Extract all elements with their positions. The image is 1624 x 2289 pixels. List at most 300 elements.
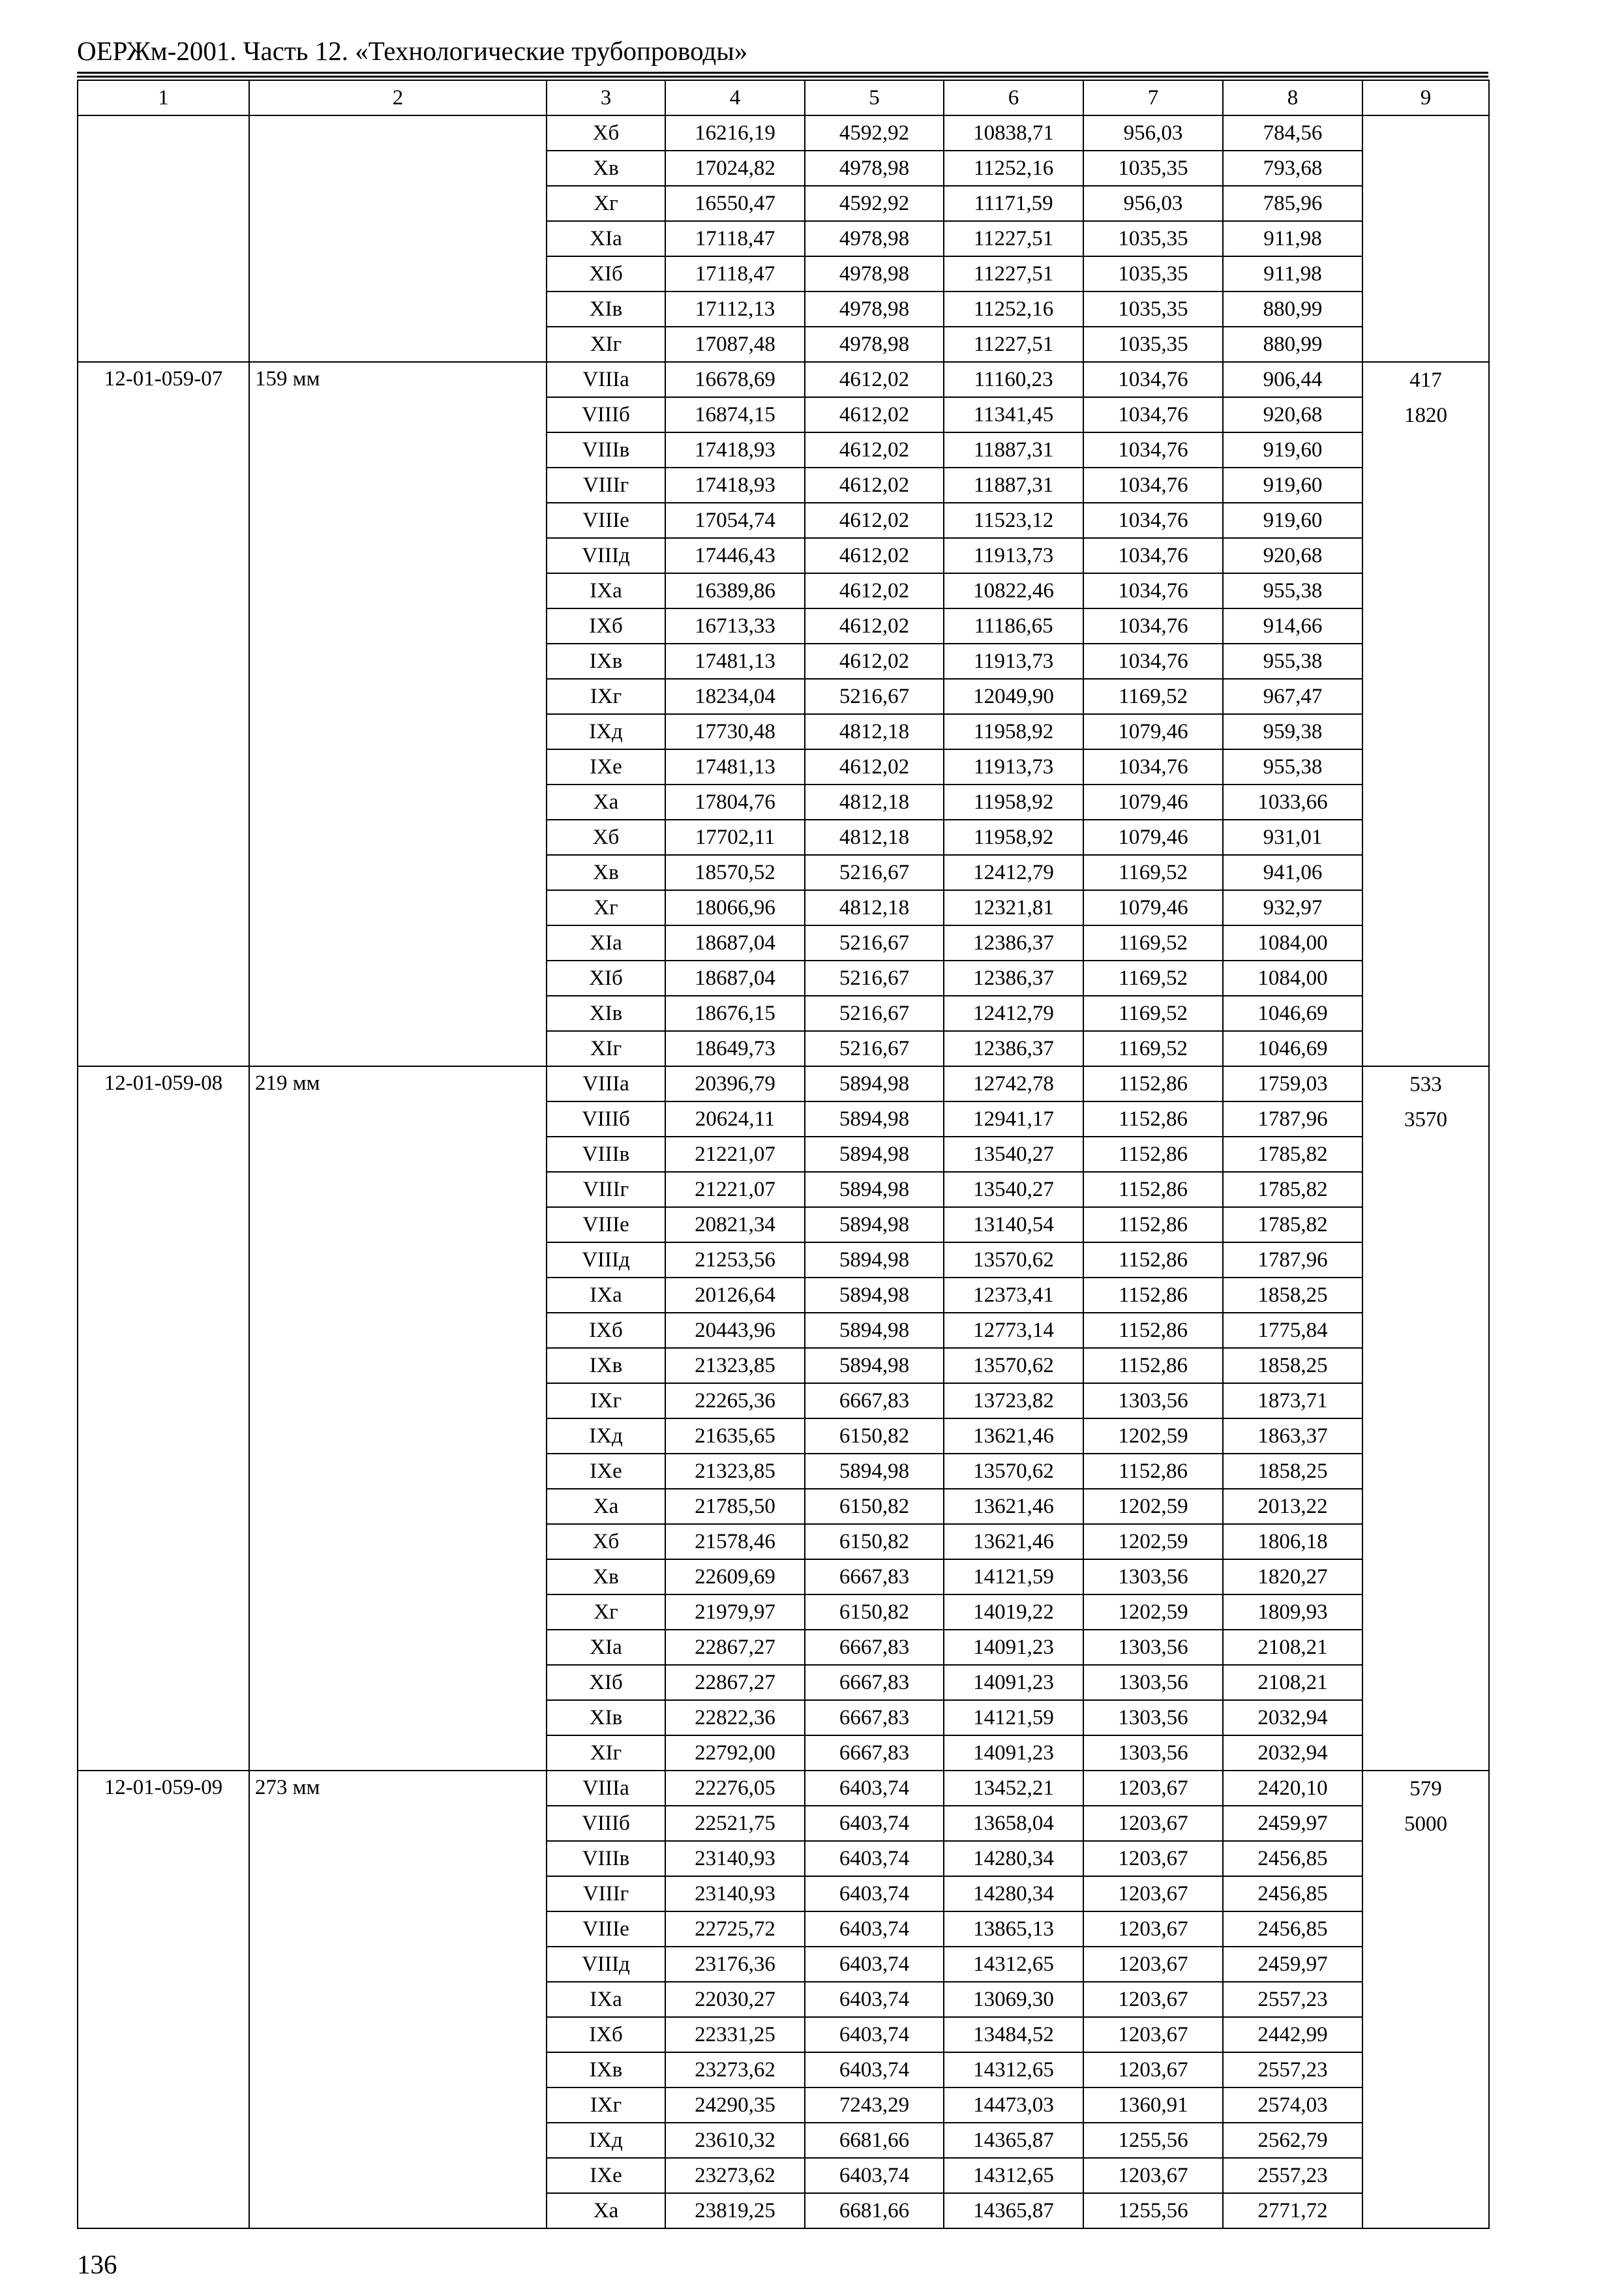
column-9-cell [1362,1771,1489,2228]
labor-cost-cell: 5216,67 [805,996,944,1031]
total-cost-cell: 17112,13 [665,292,805,327]
category-cell: Xб [547,115,665,151]
total-cost-cell: 22609,69 [665,1559,805,1594]
labor-cost-cell: 7243,29 [805,2087,944,2123]
materials-cost-cell: 1785,82 [1223,1207,1362,1242]
materials-cost-cell: 880,99 [1223,327,1362,362]
machine-cost-cell: 11913,73 [944,749,1083,785]
operator-wage-cell: 1152,86 [1083,1313,1223,1348]
category-cell: XIг [547,1031,665,1066]
materials-cost-cell: 2557,23 [1223,1982,1362,2017]
total-cost-cell: 22867,27 [665,1630,805,1665]
labor-cost-cell: 6403,74 [805,1841,944,1876]
operator-wage-cell: 1034,76 [1083,397,1223,432]
labor-cost-cell: 5216,67 [805,855,944,890]
column-9-value: 579 [1409,1777,1442,1801]
column-number: 6 [944,80,1083,115]
total-cost-cell: 22030,27 [665,1982,805,2017]
total-cost-cell: 16216,19 [665,115,805,151]
category-cell: IXб [547,608,665,644]
materials-cost-cell: 1863,37 [1223,1418,1362,1454]
category-cell: VIIIг [547,1876,665,1911]
category-cell: Xа [547,1489,665,1524]
labor-cost-cell: 4612,02 [805,503,944,538]
category-cell: VIIIд [547,1947,665,1982]
materials-cost-cell: 955,38 [1223,573,1362,608]
operator-wage-cell: 1255,56 [1083,2123,1223,2158]
machine-cost-cell: 11341,45 [944,397,1083,432]
category-cell: IXг [547,2087,665,2123]
materials-cost-cell: 941,06 [1223,855,1362,890]
materials-cost-cell: 2459,97 [1223,1947,1362,1982]
materials-cost-cell: 932,97 [1223,890,1362,925]
materials-cost-cell: 959,38 [1223,714,1362,749]
operator-wage-cell: 1152,86 [1083,1207,1223,1242]
total-cost-cell: 20396,79 [665,1066,805,1101]
machine-cost-cell: 11227,51 [944,256,1083,292]
labor-cost-cell: 4592,92 [805,115,944,151]
category-cell: Xб [547,1524,665,1559]
labor-cost-cell: 6667,83 [805,1735,944,1771]
operator-wage-cell: 1034,76 [1083,432,1223,468]
operator-wage-cell: 1203,67 [1083,1947,1223,1982]
labor-cost-cell: 4612,02 [805,397,944,432]
category-cell: Xв [547,855,665,890]
category-cell: XIа [547,221,665,256]
total-cost-cell: 16874,15 [665,397,805,432]
materials-cost-cell: 1806,18 [1223,1524,1362,1559]
machine-cost-cell: 14091,23 [944,1735,1083,1771]
total-cost-cell: 23176,36 [665,1947,805,1982]
page-header-title: ОЕРЖм-2001. Часть 12. «Технологические трубопроводы» [77,36,748,66]
labor-cost-cell: 4978,98 [805,256,944,292]
column-number-row [78,80,1489,115]
operator-wage-cell: 1203,67 [1083,2158,1223,2193]
machine-cost-cell: 13570,62 [944,1348,1083,1383]
column-9-value: 3570 [1404,1108,1447,1131]
labor-cost-cell: 6667,83 [805,1665,944,1700]
category-cell: VIIIе [547,1911,665,1947]
machine-cost-cell: 14280,34 [944,1876,1083,1911]
machine-cost-cell: 10822,46 [944,573,1083,608]
total-cost-cell: 22521,75 [665,1806,805,1841]
materials-cost-cell: 1084,00 [1223,925,1362,961]
rate-code-cell: 12-01-059-09 [78,1771,249,2228]
machine-cost-cell: 13570,62 [944,1454,1083,1489]
labor-cost-cell: 4978,98 [805,327,944,362]
operator-wage-cell: 1152,86 [1083,1137,1223,1172]
operator-wage-cell: 1169,52 [1083,855,1223,890]
labor-cost-cell: 6150,82 [805,1524,944,1559]
machine-cost-cell: 13484,52 [944,2017,1083,2052]
machine-cost-cell: 11913,73 [944,644,1083,679]
materials-cost-cell: 1820,27 [1223,1559,1362,1594]
labor-cost-cell: 6681,66 [805,2193,944,2228]
machine-cost-cell: 11252,16 [944,292,1083,327]
operator-wage-cell: 1203,67 [1083,1982,1223,2017]
materials-cost-cell: 1858,25 [1223,1454,1362,1489]
operator-wage-cell: 1203,67 [1083,1806,1223,1841]
total-cost-cell: 22867,27 [665,1665,805,1700]
machine-cost-cell: 13621,46 [944,1524,1083,1559]
category-cell: VIIIа [547,1066,665,1101]
operator-wage-cell: 1202,59 [1083,1489,1223,1524]
labor-cost-cell: 4978,98 [805,292,944,327]
column-9-value: 1820 [1404,404,1447,427]
table-row [78,1771,1489,1806]
materials-cost-cell: 2771,72 [1223,2193,1362,2228]
labor-cost-cell: 4612,02 [805,644,944,679]
category-cell: Xб [547,820,665,855]
total-cost-cell: 18570,52 [665,855,805,890]
labor-cost-cell: 4612,02 [805,573,944,608]
category-cell: IXв [547,644,665,679]
category-cell: Xв [547,151,665,186]
machine-cost-cell: 14091,23 [944,1630,1083,1665]
category-cell: XIа [547,925,665,961]
materials-cost-cell: 919,60 [1223,503,1362,538]
machine-cost-cell: 11913,73 [944,538,1083,573]
total-cost-cell: 16550,47 [665,186,805,221]
materials-cost-cell: 955,38 [1223,749,1362,785]
materials-cost-cell: 2032,94 [1223,1735,1362,1771]
operator-wage-cell: 1303,56 [1083,1630,1223,1665]
operator-wage-cell: 1203,67 [1083,1841,1223,1876]
machine-cost-cell: 11227,51 [944,221,1083,256]
labor-cost-cell: 6150,82 [805,1489,944,1524]
materials-cost-cell: 2456,85 [1223,1841,1362,1876]
category-cell: VIIIв [547,1841,665,1876]
labor-cost-cell: 5894,98 [805,1137,944,1172]
column-9-cell [1362,1066,1489,1771]
labor-cost-cell: 4812,18 [805,785,944,820]
category-cell: VIIIе [547,1207,665,1242]
machine-cost-cell: 14365,87 [944,2193,1083,2228]
machine-cost-cell: 12412,79 [944,996,1083,1031]
total-cost-cell: 17118,47 [665,256,805,292]
materials-cost-cell: 2459,97 [1223,1806,1362,1841]
category-cell: Xг [547,890,665,925]
operator-wage-cell: 1035,35 [1083,327,1223,362]
operator-wage-cell: 1034,76 [1083,362,1223,397]
materials-cost-cell: 911,98 [1223,256,1362,292]
machine-cost-cell: 13540,27 [944,1137,1083,1172]
column-number: 7 [1083,80,1223,115]
total-cost-cell: 23819,25 [665,2193,805,2228]
materials-cost-cell: 2108,21 [1223,1630,1362,1665]
category-cell: VIIIв [547,1137,665,1172]
operator-wage-cell: 1034,76 [1083,749,1223,785]
materials-cost-cell: 1033,66 [1223,785,1362,820]
operator-wage-cell: 1169,52 [1083,1031,1223,1066]
category-cell: VIIIг [547,1172,665,1207]
category-cell: Xа [547,785,665,820]
labor-cost-cell: 6667,83 [805,1559,944,1594]
labor-cost-cell: 6403,74 [805,1982,944,2017]
operator-wage-cell: 1203,67 [1083,1876,1223,1911]
labor-cost-cell: 6667,83 [805,1630,944,1665]
labor-cost-cell: 6150,82 [805,1594,944,1630]
labor-cost-cell: 5894,98 [805,1207,944,1242]
materials-cost-cell: 880,99 [1223,292,1362,327]
machine-cost-cell: 14365,87 [944,2123,1083,2158]
labor-cost-cell: 5894,98 [805,1242,944,1278]
machine-cost-cell: 14312,65 [944,2052,1083,2087]
category-cell: XIв [547,996,665,1031]
total-cost-cell: 17702,11 [665,820,805,855]
machine-cost-cell: 12773,14 [944,1313,1083,1348]
machine-cost-cell: 13621,46 [944,1489,1083,1524]
column-9-cell [1362,115,1489,362]
category-cell: XIв [547,292,665,327]
column-number: 1 [78,80,249,115]
total-cost-cell: 20821,34 [665,1207,805,1242]
materials-cost-cell: 914,66 [1223,608,1362,644]
column-number: 3 [547,80,665,115]
labor-cost-cell: 6403,74 [805,2158,944,2193]
machine-cost-cell: 13140,54 [944,1207,1083,1242]
column-number: 8 [1223,80,1362,115]
total-cost-cell: 21323,85 [665,1454,805,1489]
rates-table [77,80,1490,2229]
total-cost-cell: 17804,76 [665,785,805,820]
machine-cost-cell: 12386,37 [944,925,1083,961]
labor-cost-cell: 6150,82 [805,1418,944,1454]
machine-cost-cell: 12742,78 [944,1066,1083,1101]
machine-cost-cell: 10838,71 [944,115,1083,151]
labor-cost-cell: 5216,67 [805,961,944,996]
total-cost-cell: 16713,33 [665,608,805,644]
materials-cost-cell: 1775,84 [1223,1313,1362,1348]
materials-cost-cell: 955,38 [1223,644,1362,679]
category-cell: IXе [547,749,665,785]
total-cost-cell: 22792,00 [665,1735,805,1771]
materials-cost-cell: 793,68 [1223,151,1362,186]
total-cost-cell: 22822,36 [665,1700,805,1735]
total-cost-cell: 24290,35 [665,2087,805,2123]
materials-cost-cell: 919,60 [1223,468,1362,503]
materials-cost-cell: 785,96 [1223,186,1362,221]
operator-wage-cell: 1169,52 [1083,961,1223,996]
machine-cost-cell: 13570,62 [944,1242,1083,1278]
category-cell: VIIIд [547,1242,665,1278]
labor-cost-cell: 5216,67 [805,925,944,961]
category-cell: VIIIа [547,1771,665,1806]
category-cell: IXб [547,2017,665,2052]
total-cost-cell: 21221,07 [665,1137,805,1172]
machine-cost-cell: 14121,59 [944,1700,1083,1735]
rate-code-cell: 12-01-059-08 [78,1066,249,1771]
operator-wage-cell: 1152,86 [1083,1242,1223,1278]
machine-cost-cell: 13069,30 [944,1982,1083,2017]
category-cell: VIIIа [547,362,665,397]
machine-cost-cell: 14473,03 [944,2087,1083,2123]
total-cost-cell: 23273,62 [665,2158,805,2193]
machine-cost-cell: 11227,51 [944,327,1083,362]
category-cell: VIIIб [547,1806,665,1841]
category-cell: VIIIв [547,432,665,468]
total-cost-cell: 21635,65 [665,1418,805,1454]
operator-wage-cell: 1152,86 [1083,1454,1223,1489]
materials-cost-cell: 2557,23 [1223,2052,1362,2087]
labor-cost-cell: 5894,98 [805,1454,944,1489]
materials-cost-cell: 2456,85 [1223,1911,1362,1947]
materials-cost-cell: 2013,22 [1223,1489,1362,1524]
materials-cost-cell: 1809,93 [1223,1594,1362,1630]
category-cell: IXв [547,1348,665,1383]
operator-wage-cell: 1034,76 [1083,573,1223,608]
category-cell: IXг [547,1383,665,1418]
operator-wage-cell: 1152,86 [1083,1101,1223,1137]
operator-wage-cell: 1035,35 [1083,292,1223,327]
materials-cost-cell: 1785,82 [1223,1137,1362,1172]
machine-cost-cell: 13452,21 [944,1771,1083,1806]
operator-wage-cell: 1203,67 [1083,1771,1223,1806]
total-cost-cell: 18234,04 [665,679,805,714]
machine-cost-cell: 14091,23 [944,1665,1083,1700]
total-cost-cell: 23140,93 [665,1841,805,1876]
category-cell: IXд [547,2123,665,2158]
machine-cost-cell: 11171,59 [944,186,1083,221]
materials-cost-cell: 2032,94 [1223,1700,1362,1735]
materials-cost-cell: 920,68 [1223,397,1362,432]
materials-cost-cell: 920,68 [1223,538,1362,573]
operator-wage-cell: 956,03 [1083,115,1223,151]
total-cost-cell: 21221,07 [665,1172,805,1207]
operator-wage-cell: 1152,86 [1083,1348,1223,1383]
total-cost-cell: 16389,86 [665,573,805,608]
labor-cost-cell: 4978,98 [805,151,944,186]
labor-cost-cell: 6403,74 [805,1876,944,1911]
labor-cost-cell: 6403,74 [805,1806,944,1841]
machine-cost-cell: 13865,13 [944,1911,1083,1947]
total-cost-cell: 20126,64 [665,1278,805,1313]
machine-cost-cell: 12386,37 [944,1031,1083,1066]
materials-cost-cell: 1785,82 [1223,1172,1362,1207]
pipe-diameter-cell: 219 мм [249,1066,547,1771]
table-body [78,115,1489,2228]
total-cost-cell: 18676,15 [665,996,805,1031]
table-row [78,362,1489,397]
category-cell: Xа [547,2193,665,2228]
category-cell: IXб [547,1313,665,1348]
machine-cost-cell: 14312,65 [944,1947,1083,1982]
operator-wage-cell: 1152,86 [1083,1278,1223,1313]
total-cost-cell: 17024,82 [665,151,805,186]
pipe-diameter-cell: 159 мм [249,362,547,1066]
total-cost-cell: 18649,73 [665,1031,805,1066]
materials-cost-cell: 911,98 [1223,221,1362,256]
labor-cost-cell: 5894,98 [805,1172,944,1207]
total-cost-cell: 20624,11 [665,1101,805,1137]
labor-cost-cell: 6403,74 [805,2017,944,2052]
materials-cost-cell: 2442,99 [1223,2017,1362,2052]
total-cost-cell: 17054,74 [665,503,805,538]
labor-cost-cell: 4592,92 [805,186,944,221]
labor-cost-cell: 5894,98 [805,1278,944,1313]
total-cost-cell: 22265,36 [665,1383,805,1418]
category-cell: IXд [547,1418,665,1454]
materials-cost-cell: 931,01 [1223,820,1362,855]
machine-cost-cell: 14312,65 [944,2158,1083,2193]
materials-cost-cell: 1787,96 [1223,1101,1362,1137]
labor-cost-cell: 4978,98 [805,221,944,256]
materials-cost-cell: 906,44 [1223,362,1362,397]
labor-cost-cell: 5894,98 [805,1348,944,1383]
total-cost-cell: 18066,96 [665,890,805,925]
materials-cost-cell: 2562,79 [1223,2123,1362,2158]
machine-cost-cell: 13723,82 [944,1383,1083,1418]
category-cell: VIIIг [547,468,665,503]
total-cost-cell: 22276,05 [665,1771,805,1806]
labor-cost-cell: 6681,66 [805,2123,944,2158]
total-cost-cell: 17481,13 [665,749,805,785]
materials-cost-cell: 1046,69 [1223,1031,1362,1066]
operator-wage-cell: 1035,35 [1083,151,1223,186]
machine-cost-cell: 11523,12 [944,503,1083,538]
materials-cost-cell: 1759,03 [1223,1066,1362,1101]
pipe-diameter-cell [249,115,547,362]
operator-wage-cell: 1034,76 [1083,503,1223,538]
category-cell: XIв [547,1700,665,1735]
machine-cost-cell: 14121,59 [944,1559,1083,1594]
operator-wage-cell: 1079,46 [1083,785,1223,820]
column-9-cell [1362,362,1489,1066]
operator-wage-cell: 1202,59 [1083,1594,1223,1630]
materials-cost-cell: 1046,69 [1223,996,1362,1031]
operator-wage-cell: 1202,59 [1083,1418,1223,1454]
rate-code-cell [78,115,249,362]
labor-cost-cell: 4612,02 [805,538,944,573]
operator-wage-cell: 1203,67 [1083,2052,1223,2087]
machine-cost-cell: 12373,41 [944,1278,1083,1313]
operator-wage-cell: 1303,56 [1083,1559,1223,1594]
operator-wage-cell: 1034,76 [1083,608,1223,644]
category-cell: IXа [547,1278,665,1313]
operator-wage-cell: 1169,52 [1083,996,1223,1031]
total-cost-cell: 22725,72 [665,1911,805,1947]
labor-cost-cell: 4612,02 [805,432,944,468]
operator-wage-cell: 1203,67 [1083,2017,1223,2052]
total-cost-cell: 18687,04 [665,925,805,961]
column-9-value: 417 [1409,368,1442,392]
column-number: 5 [805,80,944,115]
category-cell: VIIIд [547,538,665,573]
materials-cost-cell: 784,56 [1223,115,1362,151]
operator-wage-cell: 1169,52 [1083,925,1223,961]
total-cost-cell: 23273,62 [665,2052,805,2087]
category-cell: VIIIб [547,1101,665,1137]
materials-cost-cell: 1084,00 [1223,961,1362,996]
table-row [78,115,1489,151]
operator-wage-cell: 1035,35 [1083,221,1223,256]
materials-cost-cell: 919,60 [1223,432,1362,468]
labor-cost-cell: 4612,02 [805,362,944,397]
labor-cost-cell: 5894,98 [805,1101,944,1137]
header-rule-top [77,72,1488,74]
operator-wage-cell: 1034,76 [1083,644,1223,679]
category-cell: IXа [547,1982,665,2017]
materials-cost-cell: 2574,03 [1223,2087,1362,2123]
materials-cost-cell: 1873,71 [1223,1383,1362,1418]
category-cell: XIб [547,961,665,996]
total-cost-cell: 17446,43 [665,538,805,573]
labor-cost-cell: 6403,74 [805,2052,944,2087]
total-cost-cell: 23610,32 [665,2123,805,2158]
machine-cost-cell: 11958,92 [944,785,1083,820]
category-cell: XIг [547,327,665,362]
machine-cost-cell: 11958,92 [944,820,1083,855]
